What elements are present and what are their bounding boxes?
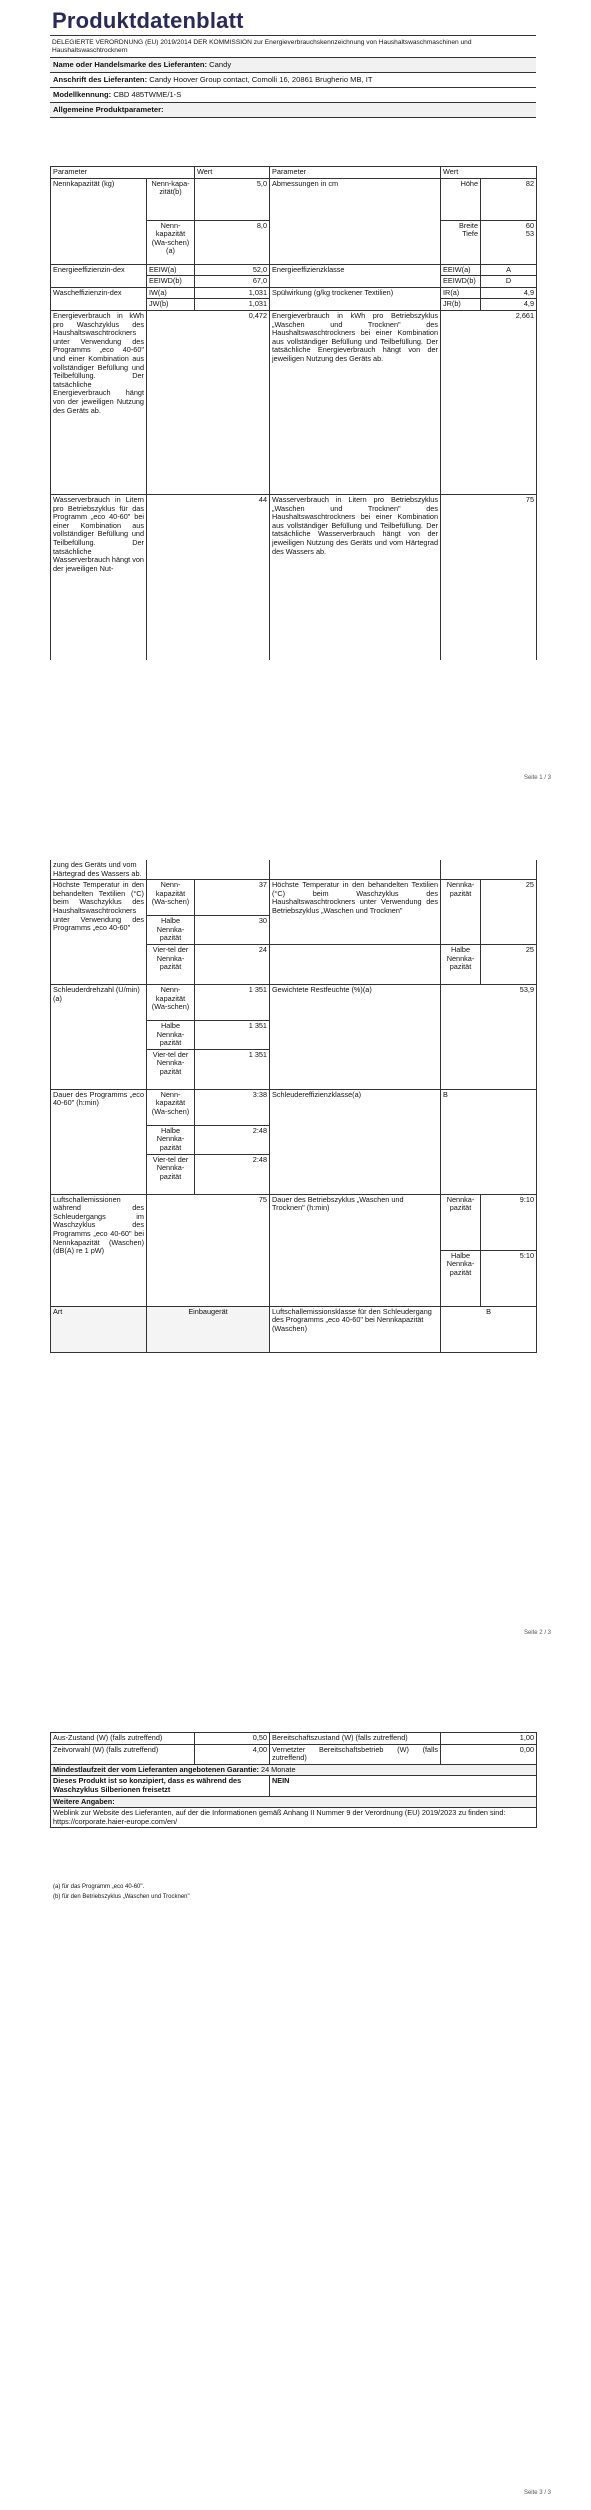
tiefe-label: Tiefe: [462, 229, 479, 239]
restfeuchte-value: 53,9: [441, 984, 537, 1089]
hoehe-value: 82: [481, 178, 537, 220]
energie-wasch-label: Energieverbrauch in kWh pro Waschzyklus des Haushaltswaschtrockners unter Verwendung des Programms „eco 40-60" und einer Kombination aus vollständiger Befüllung und Teilbefüllung. Der tatsächliche Energieverbrauch hängt von der jeweiligen Nutzung des Geräts ab.: [51, 310, 147, 494]
garantie-value: 24 Monate: [261, 1764, 296, 1774]
zeitvorwahl-value: 4,00: [195, 1744, 270, 1764]
dauer-trocken-value-2: 5:10: [481, 1250, 537, 1306]
dauer-eco-value-2: 2:48: [195, 1125, 270, 1154]
general-params-label: Allgemeine Produktparameter:: [53, 105, 164, 114]
temperatur-trocken-value-1: 25: [481, 880, 537, 945]
temperatur-wasch-sub-3: Vier-tel der Nennka-pazität: [147, 944, 195, 984]
nennkapazitaet-label: Nennkapazität (kg): [51, 178, 147, 264]
wasser-wasch-value: 44: [147, 494, 270, 660]
energie-trocken-label: Energieverbrauch in kWh pro Betriebszyklus „Waschen und Trocknen" des Haushaltswaschtrockners bei einer Kombination aus vollständiger Befüllung und Teilbefüllung. Der tatsächliche Energieverbrauch hängt von der jeweiligen Nutzung des Geräts ab.: [270, 310, 441, 494]
header-value-2: Wert: [441, 167, 537, 179]
silberionen-value: NEIN: [270, 1776, 537, 1796]
table-row: [51, 264, 537, 276]
header-parameter: Parameter: [51, 167, 195, 179]
regulation-subtitle: DELEGIERTE VERORDNUNG (EU) 2019/2014 DER KOMMISSION zur Energieverbrauchskennzeichnung von Haushaltswaschmaschinen und Haushaltswaschtrocknern: [50, 36, 536, 58]
breite-tiefe-values: [481, 220, 537, 264]
dauer-eco-label: Dauer des Programms „eco 40-60" (h:min): [51, 1089, 147, 1194]
wasser-continuation: zung des Geräts und vom Härtegrad des Wassers ab.: [51, 860, 147, 880]
temperatur-trocken-sub-1: Nennka-pazität: [441, 880, 481, 945]
garantie-row: [51, 1764, 537, 1776]
wascheffizienz-label: Wascheffizienzin-dex: [51, 287, 147, 310]
eei-sub-2: EEIWD(b): [147, 276, 195, 288]
dauer-eco-value-1: 3:38: [195, 1089, 270, 1125]
dauer-trocken-sub-1: Nennka-pazität: [441, 1194, 481, 1250]
eek-sub-2: EEIWD(b): [441, 276, 481, 288]
vernetzt-label: Vernetzter Bereitschaftsbetrieb (W) (falls zutreffend): [270, 1744, 441, 1764]
table-row: [51, 1776, 537, 1796]
schleuderdrehzahl-value-3: 1 351: [195, 1049, 270, 1089]
supplier-address: Candy Hoover Group contact, Comolli 16, 20861 Brugherio MB, IT: [149, 75, 373, 84]
zeitvorwahl-label: Zeitvorwahl (W) (falls zutreffend): [51, 1744, 195, 1764]
wasser-wasch-label: Wasserverbrauch in Litern pro Betriebszyklus für das Programm „eco 40-60" bei einer Kombination aus vollständiger Befüllung und Teilbefüllung. Der tatsächliche Wasserverbrauch hängt von der jeweiligen Nut-: [51, 494, 147, 660]
luftschall-value: 75: [147, 1194, 270, 1306]
table-row: [51, 1194, 537, 1250]
supplier-address-row: [50, 73, 536, 88]
bereitschaft-value: 1,00: [441, 1733, 537, 1745]
wasser-trocken-value: 75: [441, 494, 537, 660]
weitere-angaben-label: Weitere Angaben:: [51, 1796, 537, 1808]
eei-value-2: 67,0: [195, 276, 270, 288]
hoehe-label: Höhe: [441, 178, 481, 220]
document-header: [50, 8, 536, 118]
page-2: [0, 850, 591, 1650]
params-table-3: [50, 1732, 537, 1828]
energie-trocken-value: 2,661: [441, 310, 537, 494]
empty-cell: [441, 860, 537, 880]
footnote-a: (a) für das Programm „eco 40-60".: [53, 1884, 145, 1890]
empty-cell: [147, 860, 270, 880]
empty-cell: [270, 944, 441, 984]
supplier-name-label: Name oder Handelsmarke des Lieferanten:: [53, 60, 208, 69]
header-value: Wert: [195, 167, 270, 179]
eei-value-1: 52,0: [195, 264, 270, 276]
silberionen-label: Dieses Produkt ist so konzipiert, dass es während des Waschzyklus Silberionen freisetzt: [51, 1776, 270, 1796]
table-row: [51, 494, 537, 660]
page-number-1: Seite 1 / 3: [523, 775, 551, 781]
wasser-trocken-label: Wasserverbrauch in Litern pro Betriebszyklus „Waschen und Trocknen" des Haushaltswaschtrockners bei einer Kombination aus vollständiger Befüllung und Teilbefüllung. Der tatsächliche Wasserverbrauch hängt von der jeweiligen Nutzung des Geräts und vom Härtegrad des Wassers ab.: [270, 494, 441, 660]
bereitschaft-label: Bereitschaftszustand (W) (falls zutreffend): [270, 1733, 441, 1745]
supplier-address-label: Anschrift des Lieferanten:: [53, 75, 148, 84]
wascheffizienz-sub-2: JW(b): [147, 299, 195, 311]
temperatur-wasch-sub-1: Nenn-kapazität (Wa-schen): [147, 880, 195, 916]
nennkapazitaet-sub-2: Nenn-kapazität (Wa-schen)(a): [147, 220, 195, 264]
document-title: Produktdatenblatt: [50, 8, 536, 36]
table-row: [51, 860, 537, 880]
luftschallklasse-value: B: [441, 1306, 537, 1352]
spuelwirkung-sub-1: IR(a): [441, 287, 481, 299]
temperatur-trocken-value-2: 25: [481, 944, 537, 984]
model-label: Modellkennung:: [53, 90, 112, 99]
dauer-eco-sub-1: Nenn-kapazität (Wa-schen): [147, 1089, 195, 1125]
garantie-label: Mindestlaufzeit der vom Lieferanten angebotenen Garantie:: [53, 1764, 259, 1774]
model-id: CBD 485TWME/1-S: [113, 90, 182, 99]
breite-tiefe-labels: [441, 220, 481, 264]
temperatur-wasch-sub-2: Halbe Nennka-pazität: [147, 916, 195, 945]
wascheffizienz-value-1: 1,031: [195, 287, 270, 299]
params-table-1: [50, 166, 537, 660]
table-row: [51, 1764, 537, 1776]
aus-zustand-label: Aus-Zustand (W) (falls zutreffend): [51, 1733, 195, 1745]
table-row: [51, 1089, 537, 1125]
page-1: [0, 0, 591, 790]
breite-value: 60: [525, 220, 535, 230]
schleuderdrehzahl-sub-3: Vier-tel der Nennka-pazität: [147, 1049, 195, 1089]
params-table-2: [50, 860, 537, 1353]
page-number-2: Seite 2 / 3: [523, 1630, 551, 1636]
supplier-name-row: [50, 58, 536, 73]
table-row: [51, 310, 537, 494]
dauer-trocken-value-1: 9:10: [481, 1194, 537, 1250]
tiefe-value: 53: [525, 229, 535, 239]
art-value: Einbaugerät: [147, 1306, 270, 1352]
footnotes: [50, 1882, 536, 1902]
schleuderdrehzahl-sub-1: Nenn-kapazität (Wa-schen): [147, 984, 195, 1020]
page-3: [0, 1720, 591, 2510]
table-row: [51, 287, 537, 299]
table-row: [51, 1733, 537, 1745]
table-row: [51, 1796, 537, 1808]
header-parameter-2: Parameter: [270, 167, 441, 179]
general-params-row: [50, 103, 536, 118]
table-row: [51, 984, 537, 1020]
aus-zustand-value: 0,50: [195, 1733, 270, 1745]
spuelwirkung-value-2: 4,9: [481, 299, 537, 311]
table-row: [51, 880, 537, 916]
abmessungen-label: Abmessungen in cm: [270, 178, 441, 264]
dauer-eco-value-3: 2:48: [195, 1154, 270, 1194]
footnote-b: (b) für den Betriebszyklus „Waschen und Trocknen": [53, 1894, 190, 1900]
nennkapazitaet-value-1: 5,0: [195, 178, 270, 220]
vernetzt-value: 0,00: [441, 1744, 537, 1764]
spuelwirkung-value-1: 4,9: [481, 287, 537, 299]
dauer-eco-sub-2: Halbe Nennka-pazität: [147, 1125, 195, 1154]
dauer-trocken-sub-2: Halbe Nennka-pazität: [441, 1250, 481, 1306]
temperatur-wasch-label: Höchste Temperatur in den behandelten Textilien (°C) beim Waschzyklus des Haushaltswaschtrockners unter Verwendung des Programms „eco 40-60": [51, 880, 147, 985]
page-number-3: Seite 3 / 3: [523, 2490, 551, 2496]
eei-label: Energieeffizienzin-dex: [51, 264, 147, 287]
table-row: [51, 1744, 537, 1764]
schleudereffizienz-value: B: [441, 1089, 537, 1194]
nennkapazitaet-value-2: 8,0: [195, 220, 270, 264]
eek-value-1: A: [481, 264, 537, 276]
nennkapazitaet-sub-1: Nenn-kapa-zität(b): [147, 178, 195, 220]
wascheffizienz-value-2: 1,031: [195, 299, 270, 311]
table-row: [51, 1808, 537, 1828]
eei-sub-1: EEIW(a): [147, 264, 195, 276]
art-label: Art: [51, 1306, 147, 1352]
eek-label: Energieeffizienzklasse: [270, 264, 441, 287]
spuelwirkung-sub-2: JR(b): [441, 299, 481, 311]
weblink-text: Weblink zur Website des Lieferanten, auf der die Informationen gemäß Anhang II Nummer 9 der Verordnung (EU) 2019/2023 zu finden sind: https://corporate.haier-europe.com/en/: [51, 1808, 537, 1828]
table-row: [51, 1306, 537, 1352]
spuelwirkung-label: Spülwirkung (g/kg trockener Textilien): [270, 287, 441, 310]
table-row: [51, 178, 537, 220]
luftschall-label: Luftschallemissionen während des Schleudergangs im Waschzyklus des Programms „eco 40-60" bei Nennkapazität (Waschen) (dB(A) re 1 pW): [51, 1194, 147, 1306]
luftschallklasse-label: Luftschallemissionsklasse für den Schleudergang des Programms „eco 40-60" bei Nennkapazität (Waschen): [270, 1306, 441, 1352]
eek-sub-1: EEIW(a): [441, 264, 481, 276]
temperatur-wasch-value-2: 30: [195, 916, 270, 945]
schleuderdrehzahl-label: Schleuderdrehzahl (U/min)(a): [51, 984, 147, 1089]
eek-value-2: D: [481, 276, 537, 288]
empty-cell: [270, 860, 441, 880]
schleuderdrehzahl-sub-2: Halbe Nennka-pazität: [147, 1020, 195, 1049]
supplier-name: Candy: [209, 60, 232, 69]
table-row: [51, 167, 537, 179]
breite-label: Breite: [458, 220, 479, 230]
schleuderdrehzahl-value-1: 1 351: [195, 984, 270, 1020]
dauer-eco-sub-3: Vier-tel der Nennka-pazität: [147, 1154, 195, 1194]
energie-wasch-value: 0,472: [147, 310, 270, 494]
restfeuchte-label: Gewichtete Restfeuchte (%)(a): [270, 984, 441, 1089]
schleuderdrehzahl-value-2: 1 351: [195, 1020, 270, 1049]
model-row: [50, 88, 536, 103]
temperatur-trocken-label: Höchste Temperatur in den behandelten Textilien (°C) beim Waschzyklus des Haushaltswaschtrockners unter Verwendung des Betriebszyklus „Waschen und Trocknen": [270, 880, 441, 945]
temperatur-wasch-value-3: 24: [195, 944, 270, 984]
temperatur-trocken-sub-2: Halbe Nennka-pazität: [441, 944, 481, 984]
wascheffizienz-sub-1: IW(a): [147, 287, 195, 299]
temperatur-wasch-value-1: 37: [195, 880, 270, 916]
dauer-trocken-label: Dauer des Betriebszyklus „Waschen und Trocknen" (h:min): [270, 1194, 441, 1306]
schleudereffizienz-label: Schleudereffizienzklasse(a): [270, 1089, 441, 1194]
